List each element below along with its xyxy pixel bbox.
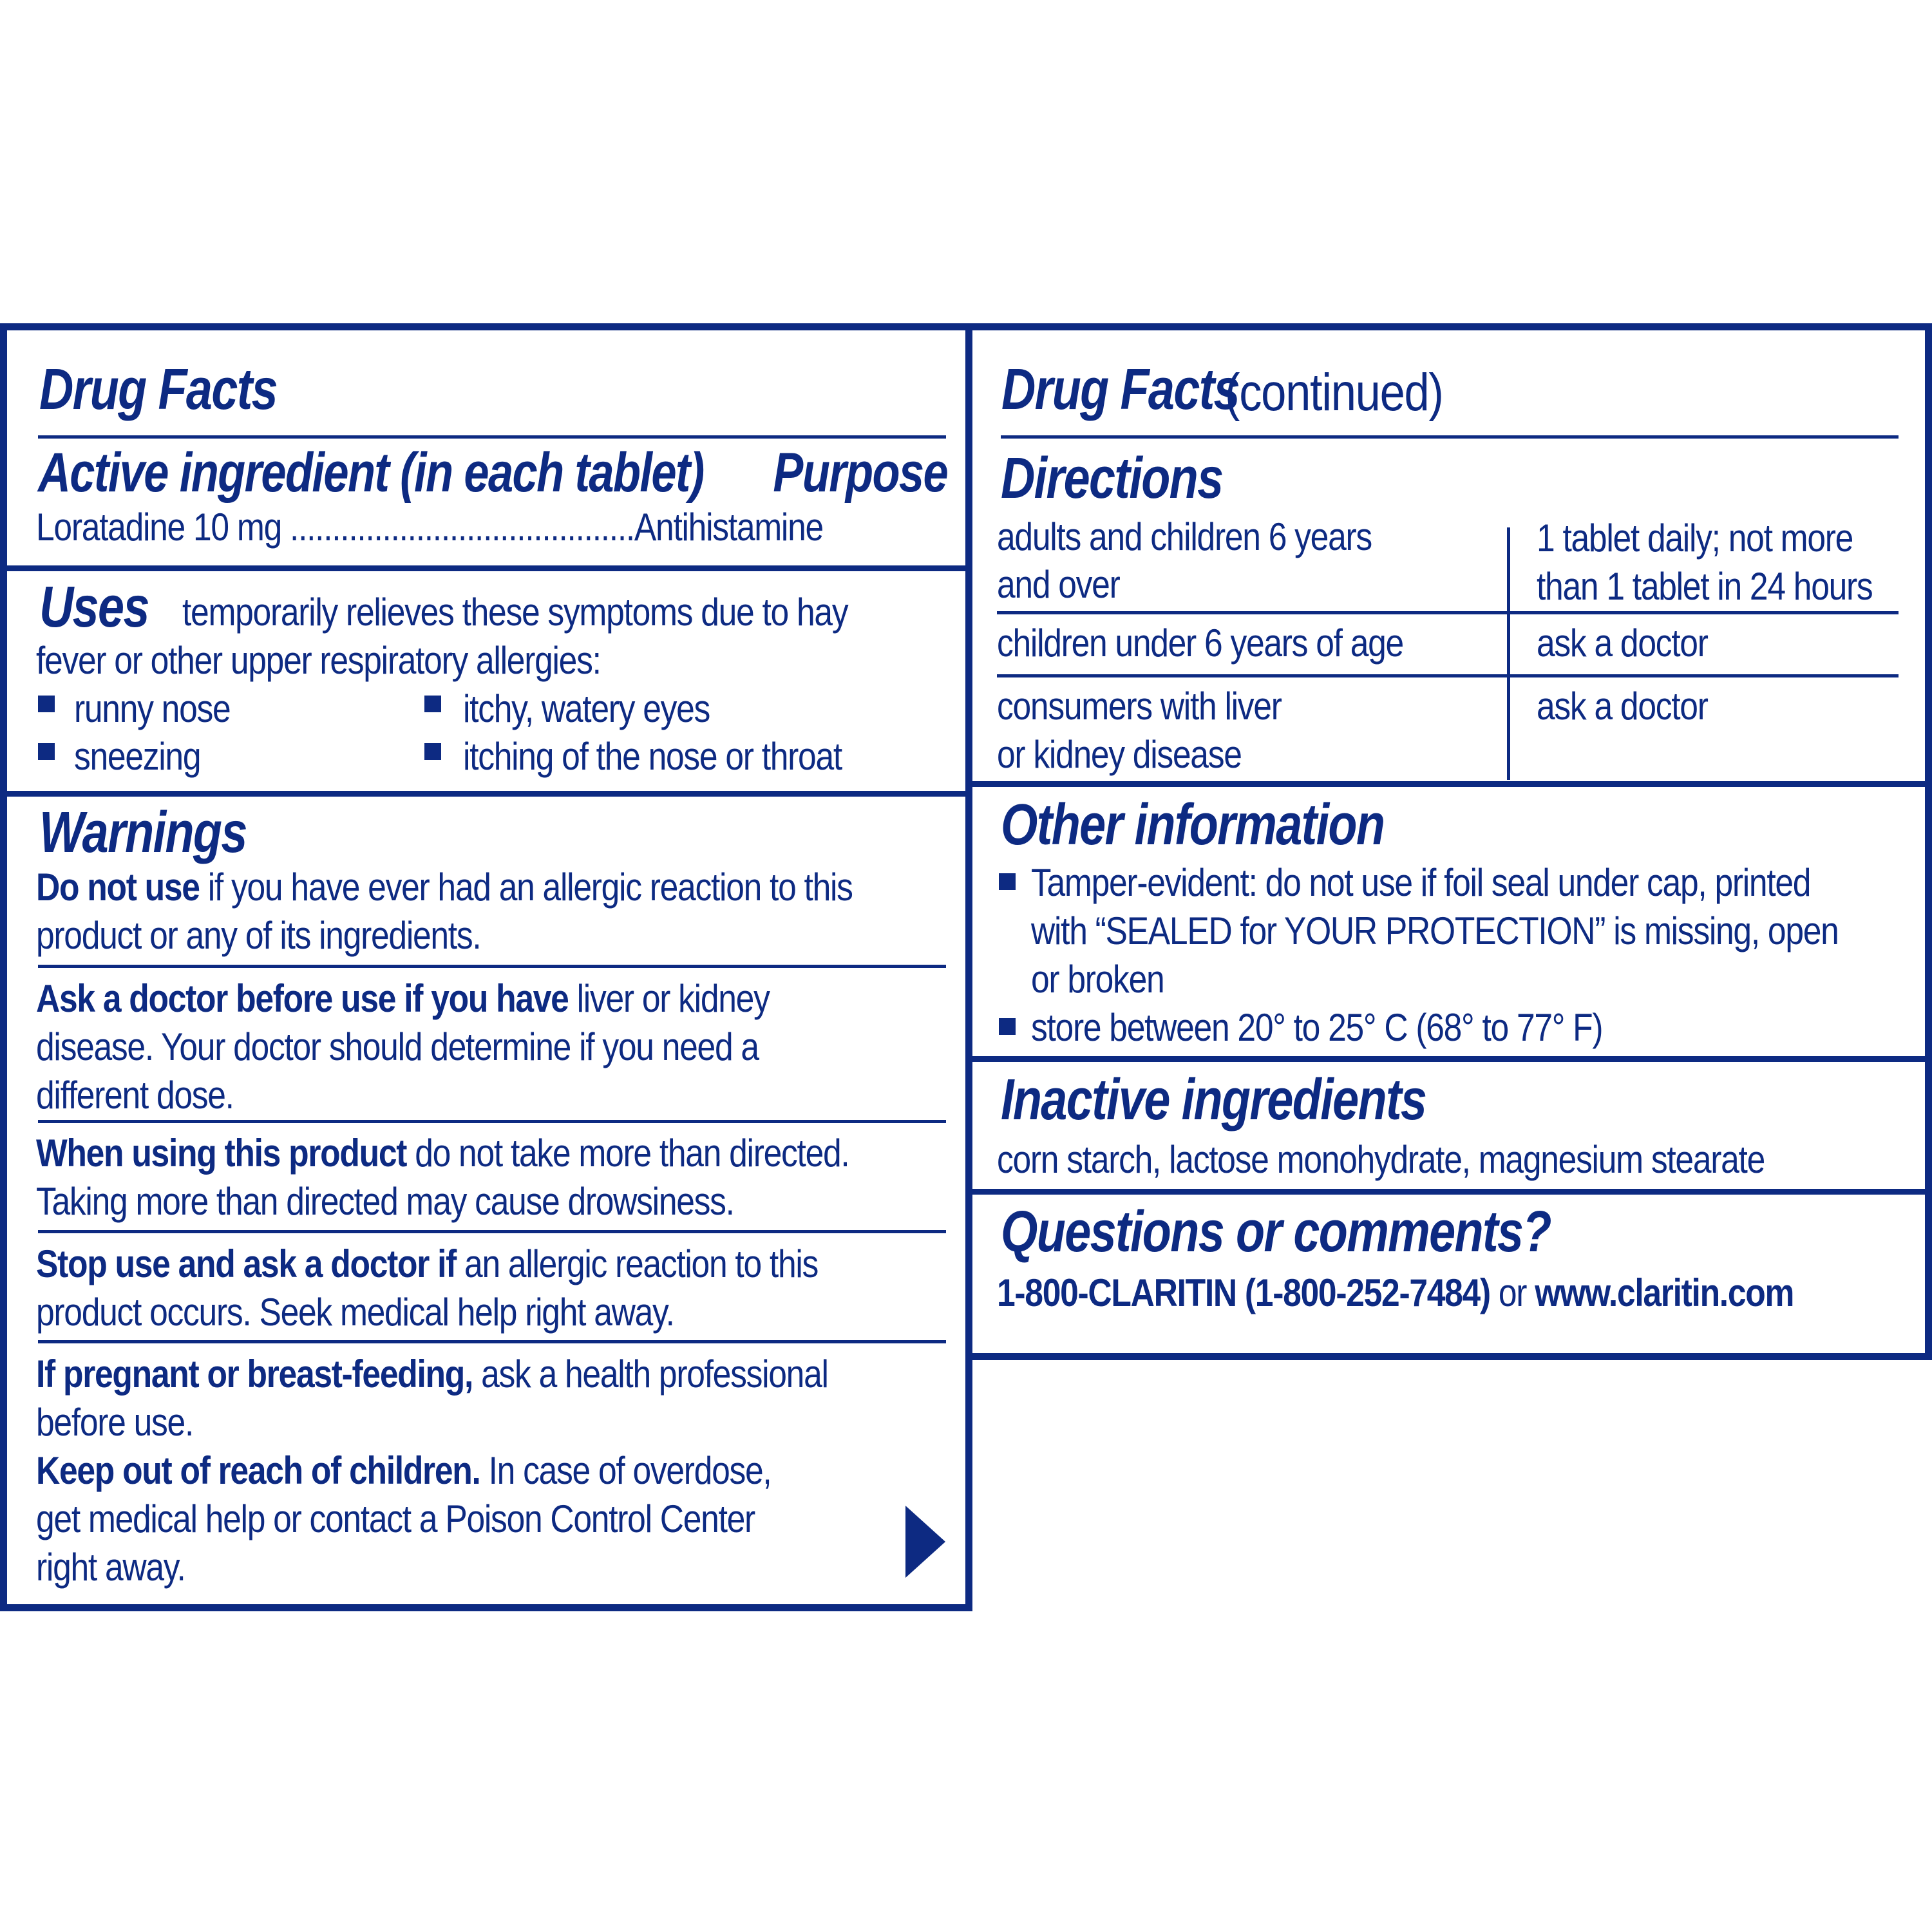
leader-dots: .........................................	[290, 506, 634, 549]
stop-use-text: an allergic reaction to this	[464, 1242, 819, 1285]
directions-who-1a: adults and children 6 years	[997, 515, 1372, 558]
directions-who-2: children under 6 years of age	[997, 621, 1403, 665]
do-not-use-line-2: product or any of its ingredients.	[36, 914, 481, 957]
inactive-ingredients-text: corn starch, lactose monohydrate, magnesium stearate	[997, 1138, 1765, 1181]
contact-line	[997, 1269, 1794, 1317]
section-divider	[972, 1056, 1925, 1062]
keep-out-line-2: get medical help or contact a Poison Control Center	[36, 1497, 755, 1540]
directions-dose-1a: 1 tablet daily; not more	[1537, 516, 1853, 560]
uses-heading: Uses	[39, 575, 149, 639]
do-not-use-line-1	[36, 863, 853, 911]
when-using-label: When using this product	[36, 1132, 407, 1175]
ask-doctor-line-3: different dose.	[36, 1074, 234, 1117]
active-ingredient-line	[36, 503, 823, 551]
title-rule	[1001, 435, 1899, 439]
directions-dose-1b: than 1 tablet in 24 hours	[1537, 565, 1873, 608]
do-not-use-label: Do not use	[36, 866, 200, 909]
stop-use-line-2: product occurs. Seek medical help right away.	[36, 1291, 674, 1334]
uses-intro-line-1: temporarily relieves these symptoms due to hay	[182, 591, 848, 634]
directions-who-3a: consumers with liver	[997, 685, 1282, 728]
continued-title-main: Drug Facts	[1001, 357, 1240, 422]
other-info-line-3: or broken	[1031, 958, 1164, 1001]
bullet-icon	[999, 873, 1016, 890]
stop-use-line-1	[36, 1240, 818, 1288]
inactive-ingredients-heading: Inactive ingredients	[1001, 1068, 1426, 1132]
bullet-icon	[38, 743, 55, 760]
bullet-icon	[424, 696, 441, 712]
keep-out-label: Keep out of reach of children.	[36, 1449, 480, 1492]
continue-arrow-icon	[905, 1506, 945, 1578]
warnings-rule	[38, 1230, 946, 1233]
directions-row-rule	[997, 674, 1899, 677]
directions-who-1b: and over	[997, 563, 1120, 606]
use-item: sneezing	[74, 735, 201, 778]
stop-use-label: Stop use and ask a doctor if	[36, 1242, 457, 1285]
ask-doctor-line-2: disease. Your doctor should determine if you need a	[36, 1025, 759, 1068]
directions-row-rule	[997, 611, 1899, 614]
when-using-line-1	[36, 1129, 849, 1177]
keep-out-text: In case of overdose,	[488, 1449, 772, 1492]
warnings-rule	[38, 1340, 946, 1343]
keep-out-line-1	[36, 1446, 771, 1495]
pregnant-line-1	[36, 1350, 828, 1398]
ingredient-name: Loratadine 10 mg	[36, 506, 281, 549]
warnings-rule	[38, 965, 946, 968]
use-item: itching of the nose or throat	[463, 735, 842, 778]
drug-facts-title: Drug Facts	[39, 357, 278, 422]
purpose-heading: Purpose	[773, 442, 947, 504]
section-divider	[972, 1189, 1925, 1195]
website-link: www.claritin.com	[1535, 1271, 1794, 1314]
do-not-use-text: if you have ever had an allergic reaction to this	[207, 866, 853, 909]
ask-doctor-text: liver or kidney	[576, 977, 770, 1020]
ask-doctor-label: Ask a doctor before use if you have	[36, 977, 569, 1020]
section-divider	[7, 565, 965, 571]
drug-facts-left-panel	[0, 323, 972, 1611]
warnings-heading: Warnings	[39, 800, 247, 865]
purpose-value: Antihistamine	[634, 506, 823, 549]
phone-number: 1-800-CLARITIN (1-800-252-7484)	[997, 1271, 1490, 1314]
uses-intro-line-2: fever or other upper respiratory allergies:	[36, 639, 601, 682]
section-divider	[972, 781, 1925, 787]
other-information-heading: Other information	[1001, 793, 1385, 857]
directions-dose-2: ask a doctor	[1537, 621, 1708, 665]
section-divider	[7, 791, 965, 797]
questions-heading: Questions or comments?	[1001, 1200, 1551, 1264]
pregnant-label: If pregnant or breast-feeding,	[36, 1352, 473, 1396]
when-using-text: do not take more than directed.	[415, 1132, 849, 1175]
other-info-line-1: Tamper-evident: do not use if foil seal under cap, printed	[1031, 861, 1811, 904]
warnings-rule	[38, 1120, 946, 1123]
directions-heading: Directions	[1001, 446, 1223, 511]
other-info-line-2: with “SEALED for YOUR PROTECTION” is missing, open	[1031, 909, 1839, 952]
directions-dose-3: ask a doctor	[1537, 685, 1708, 728]
use-item: itchy, watery eyes	[463, 687, 710, 730]
directions-who-3b: or kidney disease	[997, 733, 1242, 776]
pregnant-text: ask a health professional	[481, 1352, 828, 1396]
ask-doctor-line-1	[36, 974, 770, 1023]
continued-title-suffix: (continued)	[1225, 363, 1443, 422]
bullet-icon	[424, 743, 441, 760]
bullet-icon	[999, 1018, 1016, 1035]
contact-or: or	[1498, 1271, 1527, 1314]
bullet-icon	[38, 696, 55, 712]
active-ingredient-heading: Active ingredient (in each tablet)	[38, 442, 704, 504]
pregnant-line-2: before use.	[36, 1401, 193, 1444]
drug-facts-right-panel	[965, 323, 1932, 1360]
other-info-storage: store between 20° to 25° C (68° to 77° F)	[1031, 1006, 1603, 1049]
keep-out-line-3: right away.	[36, 1546, 185, 1589]
use-item: runny nose	[74, 687, 231, 730]
title-rule	[38, 435, 946, 439]
directions-column-divider	[1507, 527, 1510, 780]
when-using-line-2: Taking more than directed may cause drowsiness.	[36, 1180, 734, 1223]
